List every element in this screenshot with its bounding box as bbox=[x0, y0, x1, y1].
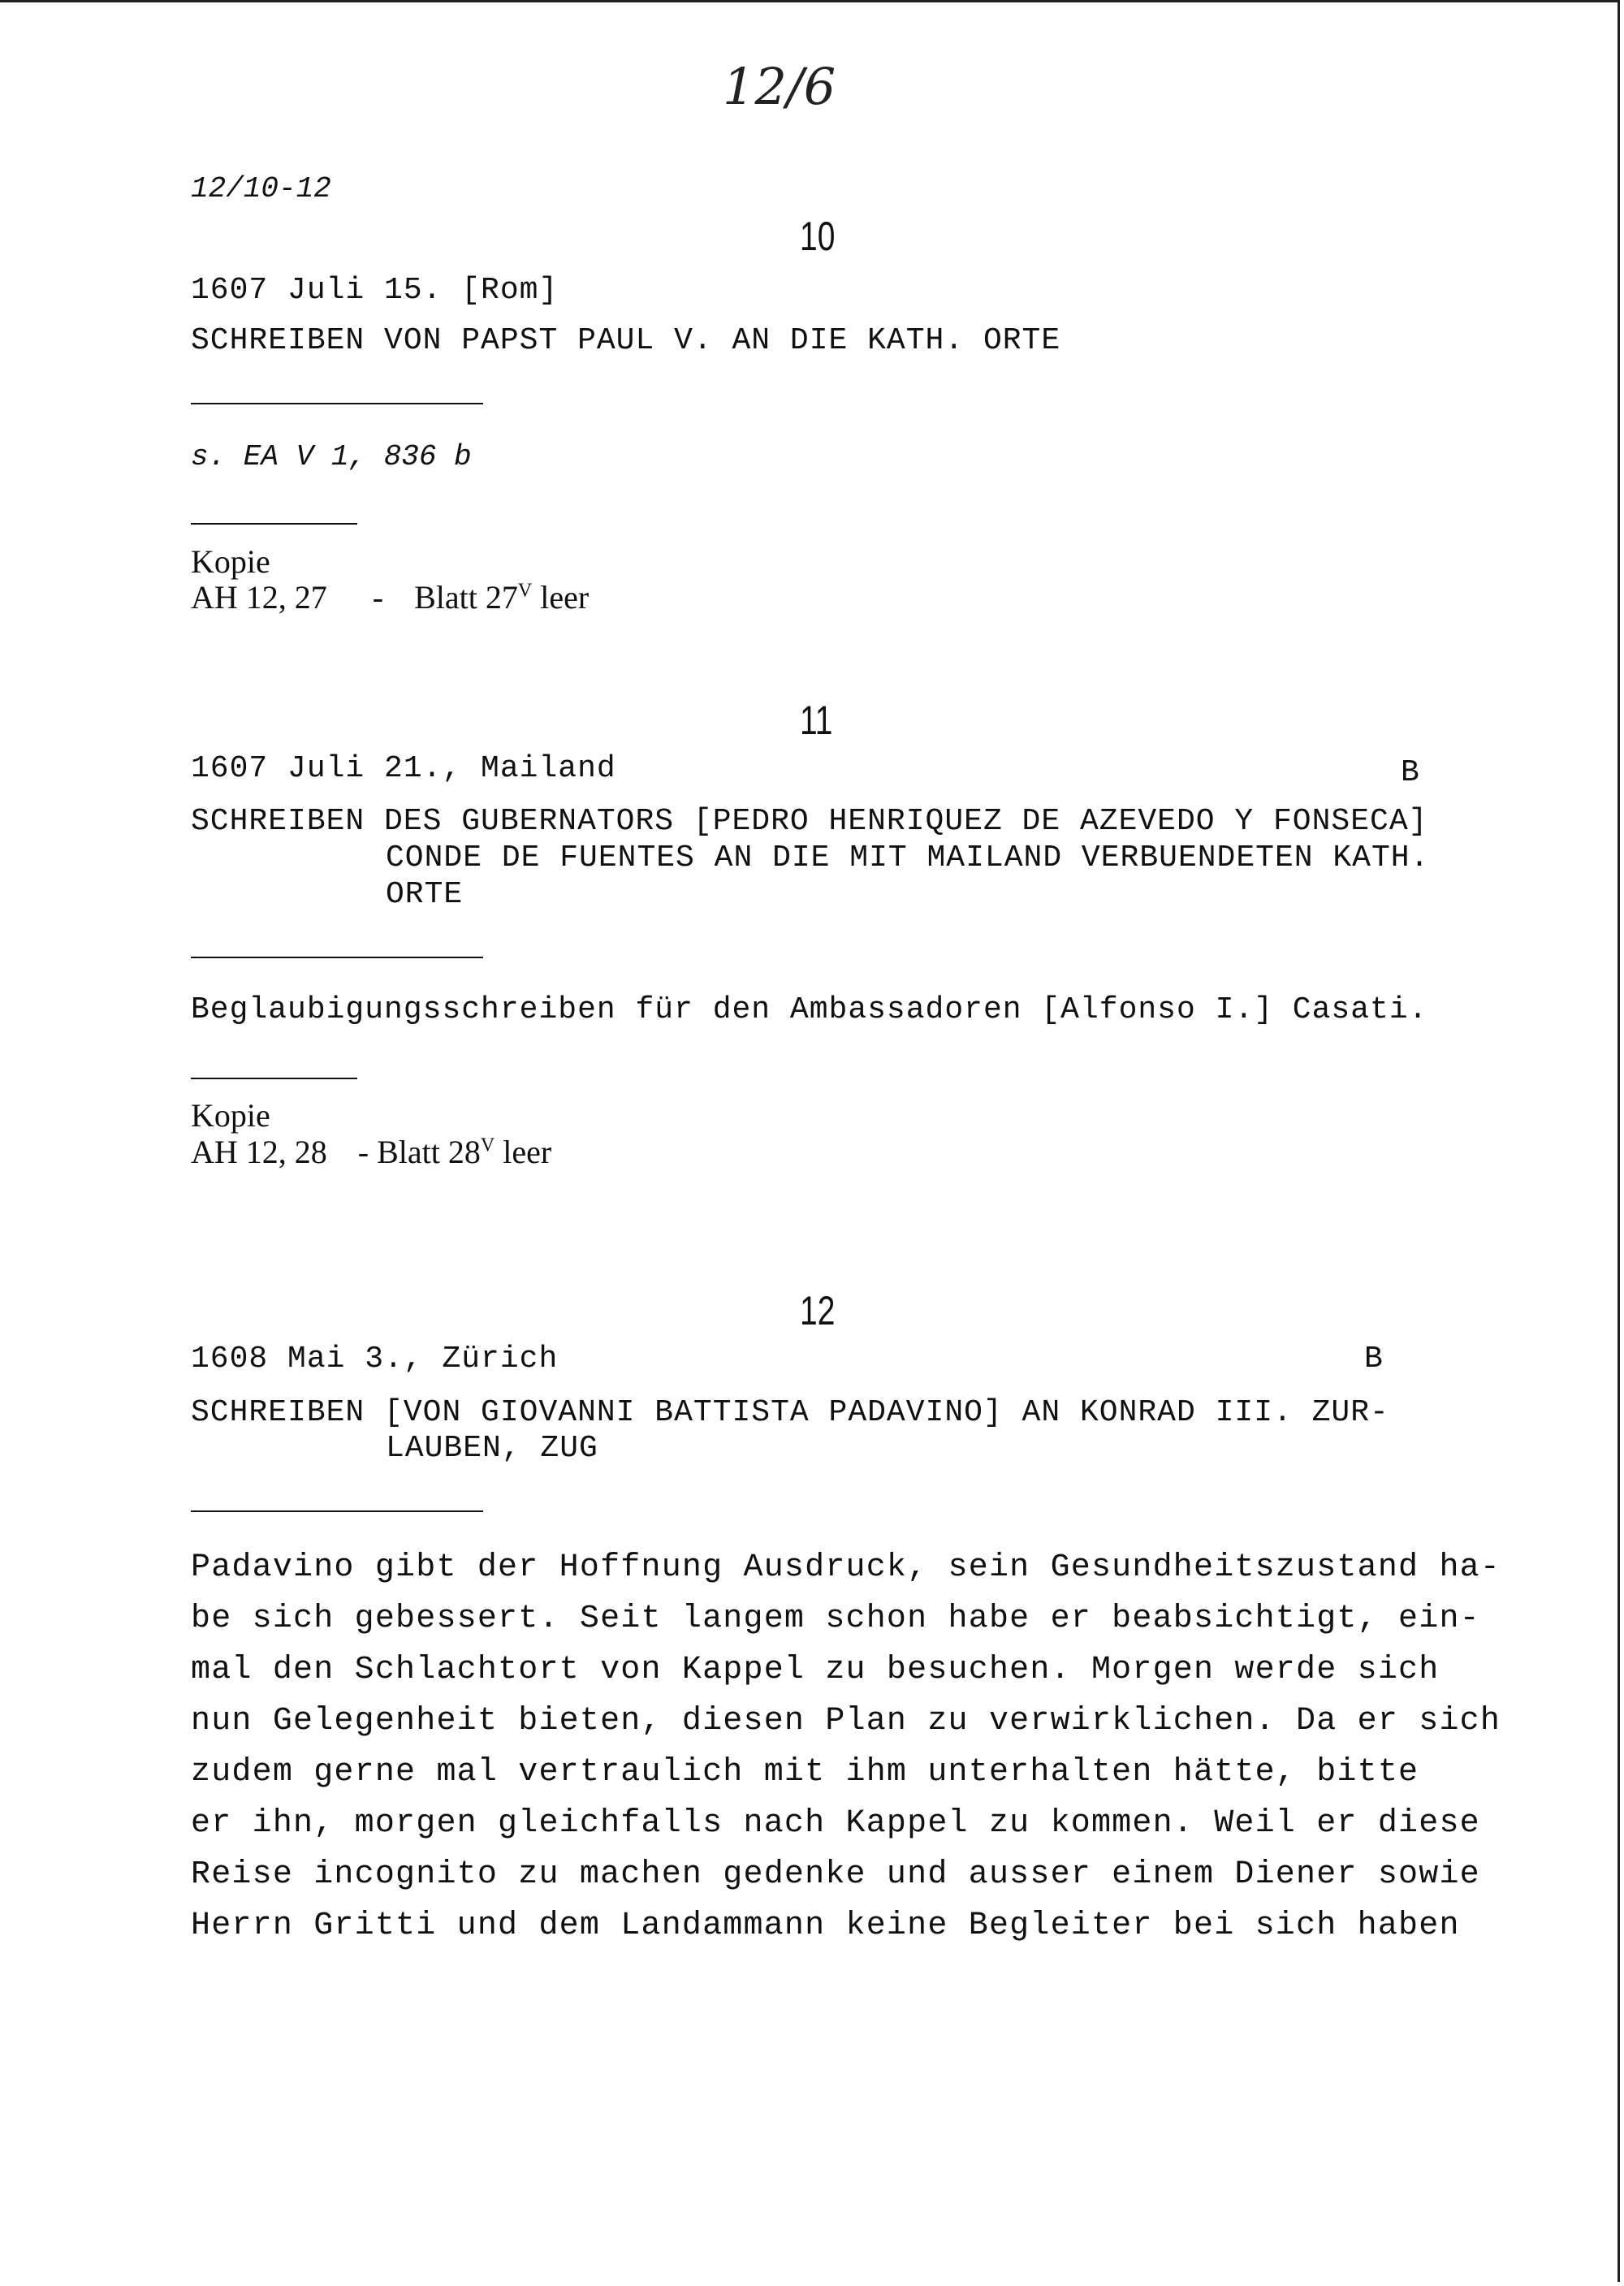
copy-leer: leer bbox=[503, 1134, 552, 1170]
copy-label: Kopie bbox=[191, 1097, 270, 1134]
entry-title-line: SCHREIBEN [VON GIOVANNI BATTISTA PADAVINO] AN KONRAD III. ZUR- bbox=[191, 1395, 1389, 1430]
copy-label: Kopie bbox=[191, 543, 270, 580]
entry-marker: B bbox=[1364, 1342, 1384, 1376]
body-line: be sich gebessert. Seit langem schon habe er beabsichtigt, ein- bbox=[191, 1601, 1480, 1637]
body-line: nun Gelegenheit bieten, diesen Plan zu verwirklichen. Da er sich bbox=[191, 1703, 1501, 1739]
entry-date-place: 1607 Juli 21., Mailand bbox=[191, 751, 616, 786]
body-line: Herrn Gritti und dem Landammann keine Begleiter bei sich haben bbox=[191, 1908, 1460, 1944]
body-line: Reise incognito zu machen gedenke und ausser einem Diener sowie bbox=[191, 1856, 1480, 1893]
divider-rule bbox=[191, 957, 483, 958]
verso-mark: V bbox=[517, 580, 533, 602]
entry-title-line: SCHREIBEN DES GUBERNATORS [PEDRO HENRIQUEZ DE AZEVEDO Y FONSECA] bbox=[191, 804, 1428, 839]
verso-mark: V bbox=[480, 1134, 495, 1156]
entry-number: 10 bbox=[800, 214, 836, 259]
entry-summary: Beglaubigungsschreiben für den Ambassadoren [Alfonso I.] Casati. bbox=[191, 992, 1428, 1027]
divider-rule-short bbox=[191, 1078, 357, 1079]
entry-number: 11 bbox=[800, 698, 833, 743]
handwritten-folio: 12/6 bbox=[723, 57, 836, 116]
reference-number: 12/10-12 bbox=[191, 172, 331, 205]
entry-marker: B bbox=[1401, 755, 1420, 790]
body-line: er ihn, morgen gleichfalls nach Kappel zu kommen. Weil er diese bbox=[191, 1805, 1480, 1842]
copy-leer: leer bbox=[540, 579, 590, 616]
body-line: Padavino gibt der Hoffnung Ausdruck, sein Gesundheitszustand ha- bbox=[191, 1549, 1501, 1586]
entry-number: 12 bbox=[800, 1288, 836, 1333]
body-line: mal den Schlachtort von Kappel zu besuchen. Morgen werde sich bbox=[191, 1652, 1440, 1688]
copy-ref: AH 12, 27 bbox=[191, 579, 327, 616]
entry-date-place: 1607 Juli 15. [Rom] bbox=[191, 273, 559, 308]
copy-blatt: Blatt 27 bbox=[414, 579, 518, 616]
entry-title-line: ORTE bbox=[386, 877, 464, 912]
entry-title-line: SCHREIBEN VON PAPST PAUL V. AN DIE KATH. ORTE bbox=[191, 323, 1061, 358]
entry-title-line: LAUBEN, ZUG bbox=[386, 1431, 598, 1466]
copy-separator: - bbox=[357, 1134, 369, 1170]
body-line: zudem gerne mal vertraulich mit ihm unterhalten hätte, bitte bbox=[191, 1754, 1419, 1791]
entry-summary: s. EA V 1, 836 b bbox=[191, 440, 472, 473]
copy-blatt: Blatt 28 bbox=[377, 1134, 481, 1170]
divider-rule bbox=[191, 403, 483, 404]
copy-ref: AH 12, 28 bbox=[191, 1134, 327, 1170]
divider-rule-short bbox=[191, 523, 357, 525]
entry-title-line: CONDE DE FUENTES AN DIE MIT MAILAND VERBUENDETEN KATH. bbox=[386, 841, 1430, 875]
entry-date-place: 1608 Mai 3., Zürich bbox=[191, 1342, 559, 1376]
copy-reference bbox=[191, 1133, 551, 1171]
divider-rule bbox=[191, 1510, 483, 1512]
copy-reference bbox=[191, 578, 589, 616]
copy-separator: - bbox=[372, 579, 384, 616]
